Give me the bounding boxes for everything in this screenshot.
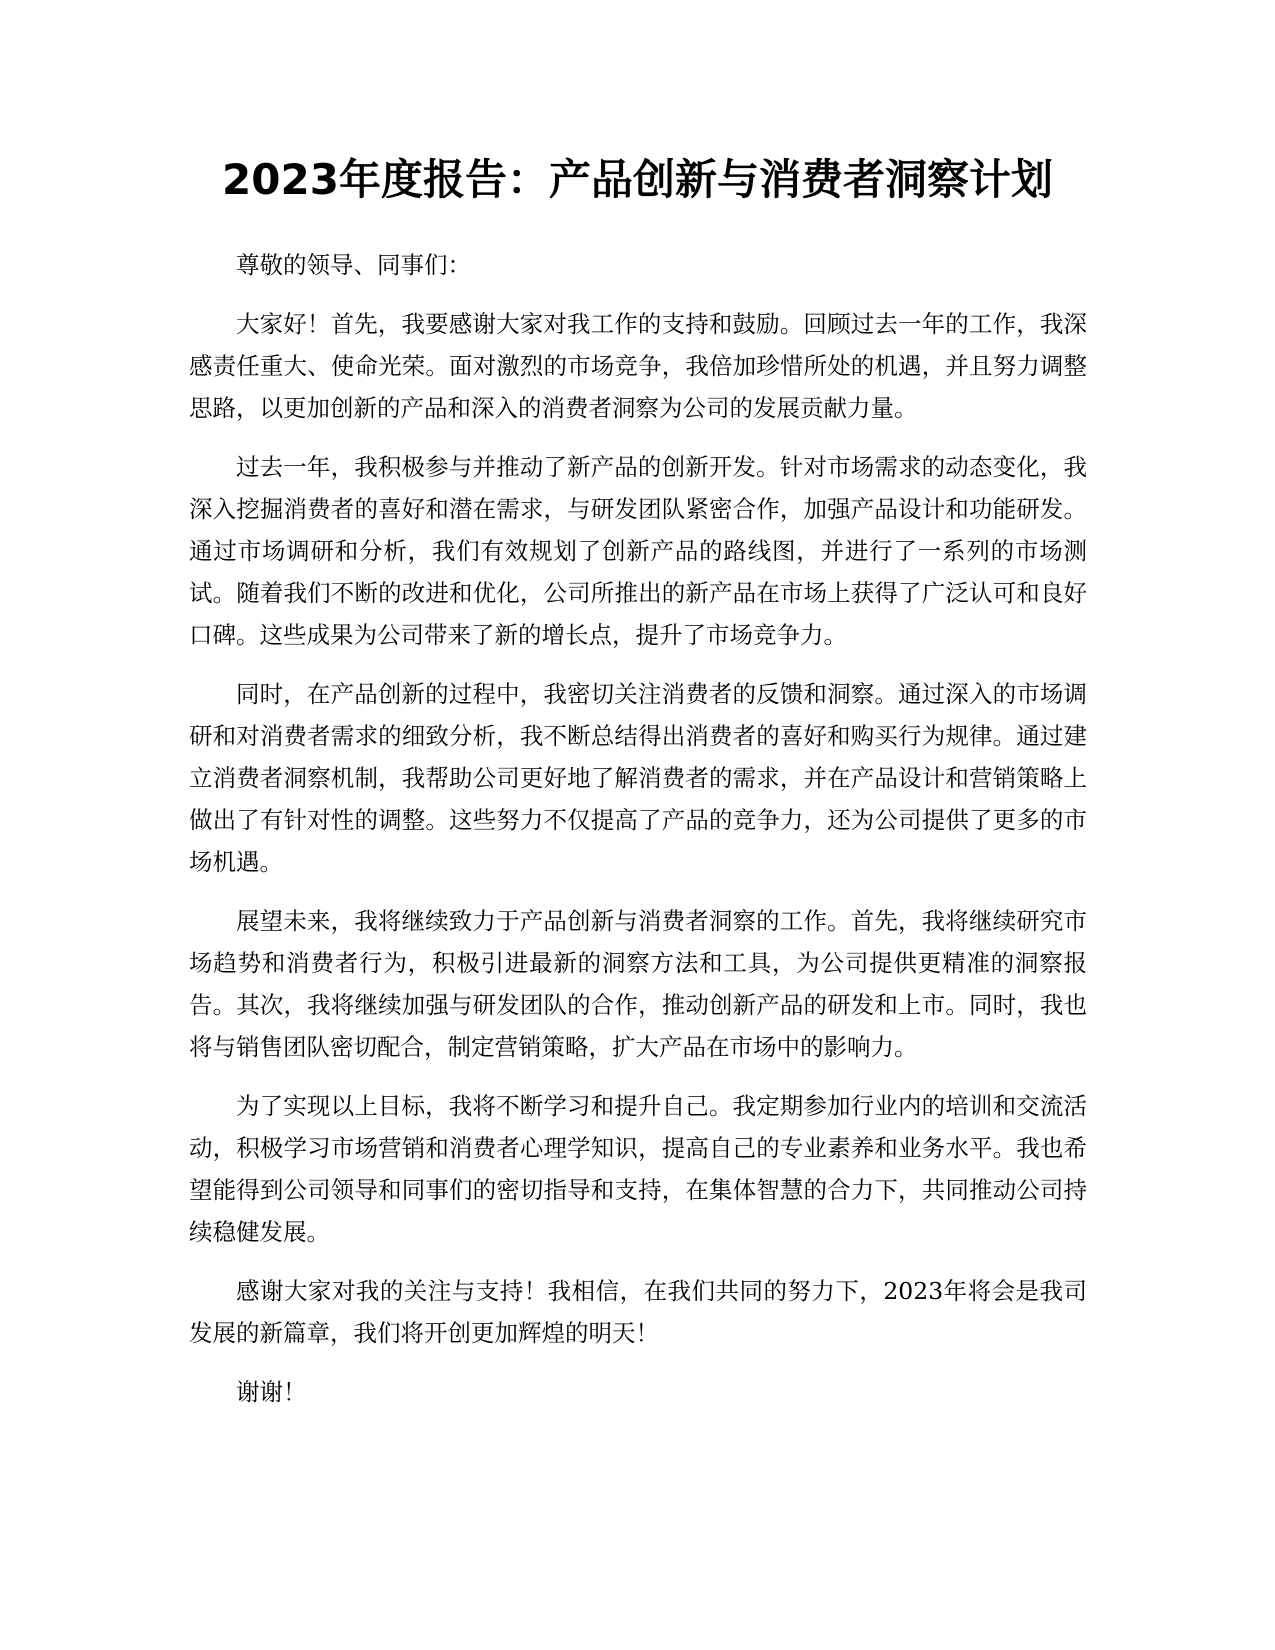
self-improvement-paragraph: 为了实现以上目标，我将不断学习和提升自己。我定期参加行业内的培训和交流活动，积极学习市场营销和消费者心理学知识，提高自己的专业素养和业务水平。我也希望能得到公司领导和同事们的密切指导和支持，在集体智慧的合力下，共同推动公司持续稳健发展。 [189, 1092, 1087, 1246]
salutation-paragraph: 尊敬的领导、同事们： [236, 251, 471, 279]
product-innovation-paragraph: 过去一年，我积极参与并推动了新产品的创新开发。针对市场需求的动态变化，我深入挖掘消费者的喜好和潜在需求，与研发团队紧密合作，加强产品设计和功能研发。通过市场调研和分析，我们有效规划了创新产品的路线图，并进行了一系列的市场测试。随着我们不断的改进和优化，公司所推出的新产品在市场上获得了广泛认可和良好口碑。这些成果为公司带来了新的增长点，提升了市场竞争力。 [189, 453, 1087, 649]
thanks-paragraph: 谢谢！ [236, 1378, 307, 1406]
intro-paragraph: 大家好！首先，我要感谢大家对我工作的支持和鼓励。回顾过去一年的工作，我深感责任重大、使命光荣。面对激烈的市场竞争，我倍加珍惜所处的机遇，并且努力调整思路，以更加创新的产品和深入的消费者洞察为公司的发展贡献力量。 [189, 310, 1087, 422]
consumer-insight-paragraph: 同时，在产品创新的过程中，我密切关注消费者的反馈和洞察。通过深入的市场调研和对消费者需求的细致分析，我不断总结得出消费者的喜好和购买行为规律。通过建立消费者洞察机制，我帮助公司更好地了解消费者的需求，并在产品设计和营销策略上做出了有针对性的调整。这些努力不仅提高了产品的竞争力，还为公司提供了更多的市场机遇。 [189, 680, 1087, 876]
future-outlook-paragraph: 展望未来，我将继续致力于产品创新与消费者洞察的工作。首先，我将继续研究市场趋势和消费者行为，积极引进最新的洞察方法和工具，为公司提供更精准的洞察报告。其次，我将继续加强与研发团队的合作，推动创新产品的研发和上市。同时，我也将与销售团队密切配合，制定营销策略，扩大产品在市场中的影响力。 [189, 907, 1087, 1061]
closing-paragraph: 感谢大家对我的关注与支持！我相信，在我们共同的努力下，2023年将会是我司发展的新篇章，我们将开创更加辉煌的明天！ [189, 1277, 1087, 1347]
document-title: 2023年度报告：产品创新与消费者洞察计划 [222, 155, 1053, 204]
document-body [189, 244, 1087, 1430]
